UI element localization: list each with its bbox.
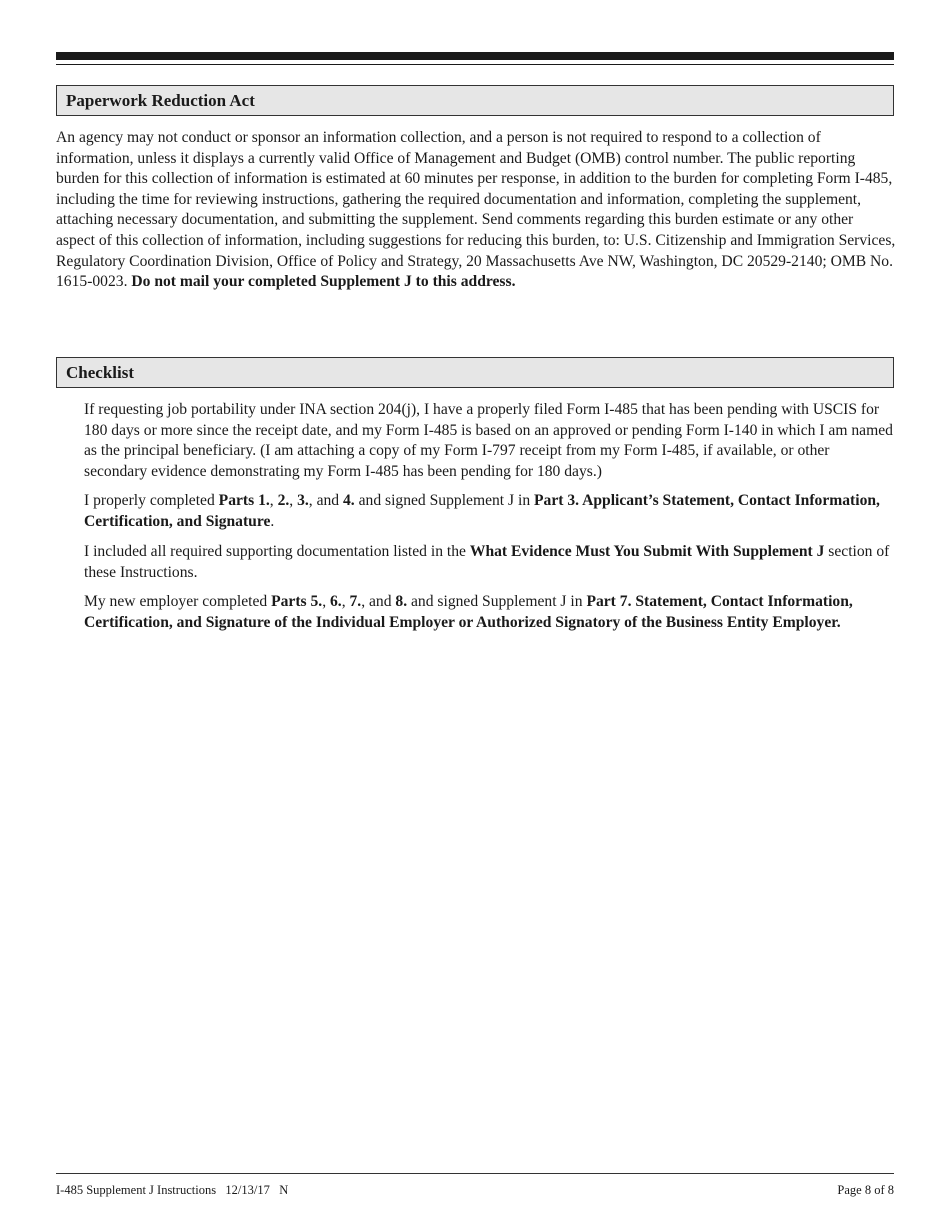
text-run: , and [308, 492, 343, 509]
bold-run: 2. [277, 492, 290, 509]
checklist-item [84, 542, 896, 583]
bold-run: 7. [349, 593, 362, 610]
bold-run: 3. [297, 492, 309, 509]
top-rule-thin [56, 64, 894, 65]
footer-page-number: Page 8 of 8 [837, 1183, 894, 1197]
text-run: , [322, 593, 330, 610]
text-run: and signed Supplement J in [354, 492, 535, 509]
paperwork-body-bold-text: Do not mail your completed Supplement J to this address. [131, 273, 516, 291]
bold-run: 4. [343, 492, 355, 509]
text-run: I properly completed [84, 492, 219, 509]
top-rule-thick [56, 52, 894, 60]
section-header-paperwork-reduction-act [56, 85, 894, 116]
paperwork-body-text: An agency may not conduct or sponsor an information collection, and a person is not required to respond to a collection of information, unless it displays a currently valid Office of Management and Budget (OMB) control number. The public reporting burden for this collection of information is estimated at 60 minutes per response, in addition to the burden for completing Form I-485, including the time for reviewing instructions, gathering the required documentation and information, completing the supplement, attaching necessary documentation, and submitting the supplement. Send comments regarding this burden estimate or any other aspect of this collection of information, including suggestions for reducing this burden, to: U.S. Citizenship and Immigration Services, Regulatory Coordination Division, Office of Policy and Strategy, 20 Massachusetts Ave NW, Washington, DC 20529-2140; OMB No. 1615-0023. [56, 129, 896, 291]
section-title: Checklist [66, 363, 134, 382]
bold-run: Parts 1. [218, 492, 270, 509]
text-run: , [289, 492, 298, 509]
text-run: . [270, 512, 275, 530]
paperwork-reduction-paragraph [56, 128, 896, 293]
bold-run: What Evidence Must You Submit With Supplement J [469, 543, 825, 560]
text-run: , [341, 593, 350, 610]
section-header-checklist [56, 357, 894, 388]
section-title: Paperwork Reduction Act [66, 91, 255, 110]
bold-run: 6. [329, 593, 342, 610]
bold-run: Part 7. Statement, Contact Information, Certification, and Signature of the Individual Employer or Authorized Signatory of the Business Entity Employer. [84, 593, 853, 631]
text-run: I included all required supporting documentation listed in the [84, 543, 470, 560]
checklist-item [84, 592, 896, 633]
text-run: and signed Supplement J in [407, 593, 587, 610]
text-run: My new employer completed [84, 593, 272, 610]
text-run: , and [361, 593, 396, 610]
checklist-item-text: If requesting job portability under INA section 204(j), I have a properly filed Form I-485 that has been pending with USCIS for 180 days or more since the receipt date, and my Form I-485 is based on an approved or pending Form I-140 in which I am named as the principal beneficiary. (I am attaching a copy of my Form I-797 receipt from my Form I-485, if available, or other secondary evidence demonstrating my Form I-485 has been pending for 180 days.) [84, 401, 893, 480]
bold-run: Part 3. Applicant’s Statement, Contact Information, Certification, and Signature [84, 492, 880, 530]
bold-run: 8. [395, 593, 408, 610]
text-run: , [269, 492, 278, 509]
bold-run: Parts 5. [271, 593, 323, 610]
footer-rule [56, 1173, 894, 1174]
checklist-item [84, 491, 896, 532]
text-run: section of these Instructions. [84, 543, 890, 581]
footer-form-id: I-485 Supplement J Instructions 12/13/17 N [56, 1183, 289, 1197]
checklist-item [84, 400, 896, 482]
